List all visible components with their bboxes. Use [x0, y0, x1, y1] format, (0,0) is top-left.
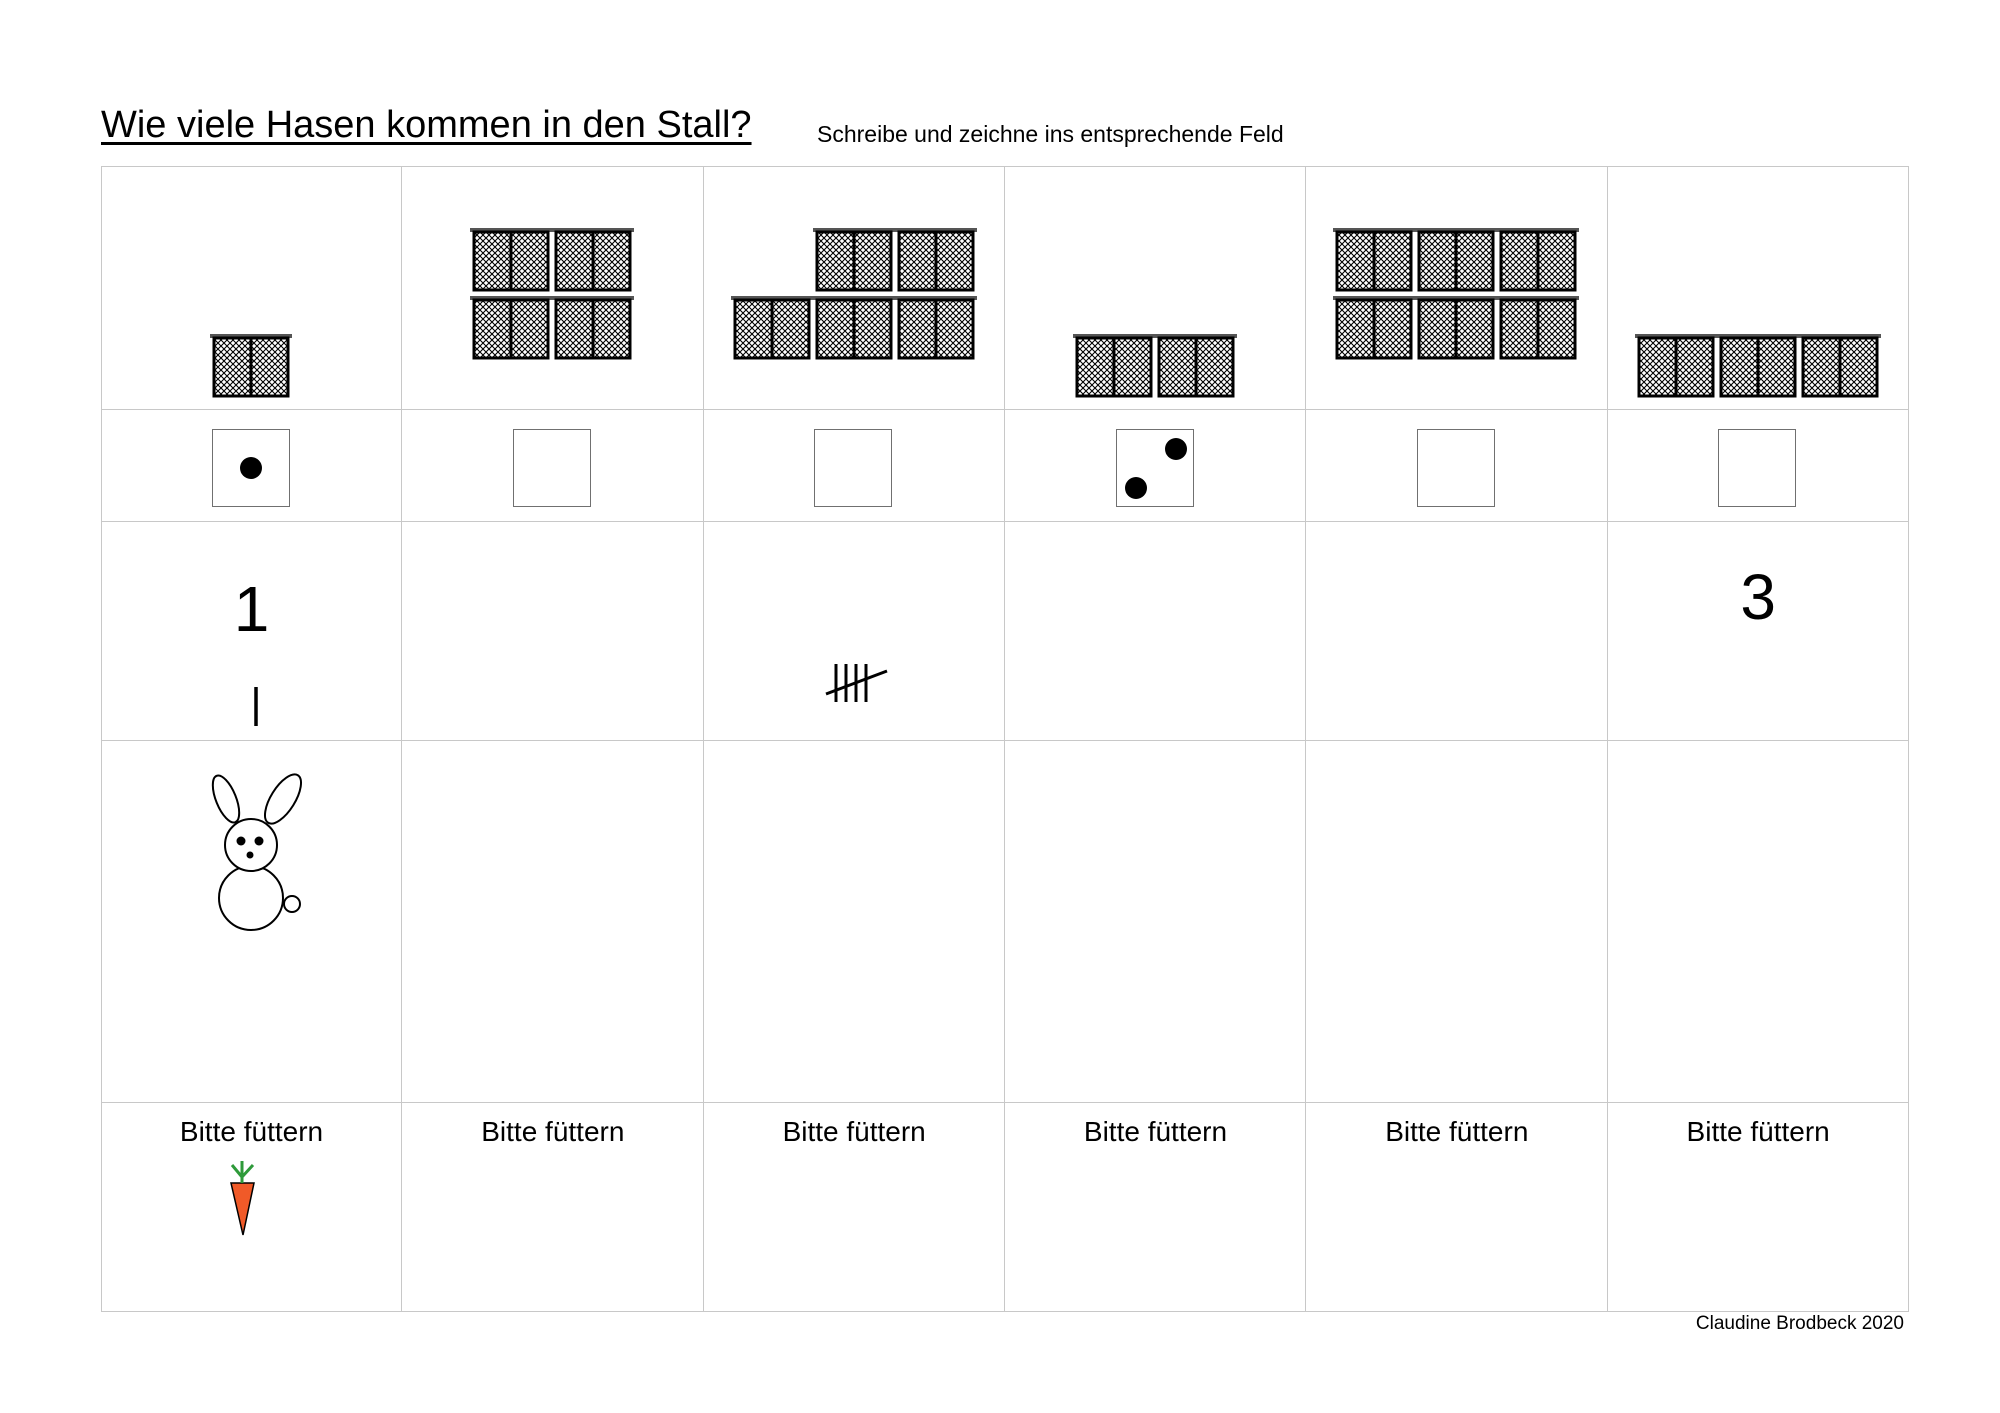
- worksheet-title: Wie viele Hasen kommen in den Stall?: [101, 104, 752, 146]
- stall-row: [731, 298, 977, 358]
- dice-pip: [1165, 438, 1187, 460]
- stall-cell-4: [1005, 166, 1306, 410]
- drawing-cell-1[interactable]: [101, 741, 402, 1103]
- stall-drawing: [704, 166, 1005, 410]
- stall-unit: [899, 232, 973, 290]
- stall-unit: [1337, 300, 1411, 358]
- stall-unit: [1721, 338, 1795, 396]
- feed-label: Bitte füttern: [1083, 1116, 1228, 1147]
- stall-unit: [474, 300, 548, 358]
- feed-label: Bitte füttern: [782, 1116, 926, 1147]
- stall-row: [1073, 336, 1237, 396]
- stall-row: [813, 230, 977, 290]
- die-cell-6[interactable]: [1608, 410, 1909, 522]
- number-cell-4[interactable]: [1005, 522, 1306, 741]
- die-cell-1[interactable]: [101, 410, 402, 522]
- stall-drawing: [402, 166, 703, 410]
- stall-drawing: [1306, 166, 1607, 410]
- stall-unit: [474, 232, 548, 290]
- dice-box[interactable]: [513, 429, 591, 507]
- stall-unit: [1159, 338, 1233, 396]
- drawing-cell-2[interactable]: [402, 741, 703, 1103]
- tally-marks: [101, 522, 402, 741]
- feed-cell-5[interactable]: [1306, 1103, 1607, 1312]
- stall-unit: [556, 300, 630, 358]
- stall-row: [210, 336, 292, 396]
- drawing-cell-6[interactable]: [1608, 741, 1909, 1103]
- dice-box[interactable]: [1718, 429, 1796, 507]
- feed-cell-6[interactable]: [1608, 1103, 1909, 1312]
- carrot-icon: [101, 1103, 402, 1312]
- dice-box[interactable]: [212, 429, 290, 507]
- stall-unit: [1077, 338, 1151, 396]
- stall-unit: [1803, 338, 1877, 396]
- die-cell-5[interactable]: [1306, 410, 1607, 522]
- stall-cell-5: [1306, 166, 1607, 410]
- stall-unit: [817, 232, 891, 290]
- stall-row: [1333, 298, 1579, 358]
- written-number: 1: [233, 573, 270, 645]
- feed-label: Bitte füttern: [481, 1116, 625, 1147]
- feed-cell-1[interactable]: [101, 1103, 402, 1312]
- stall-cell-6: [1608, 166, 1909, 410]
- number-cell-5[interactable]: [1306, 522, 1607, 741]
- stall-unit: [1501, 300, 1575, 358]
- stall-unit: [1419, 232, 1493, 290]
- number-cell-2[interactable]: [402, 522, 703, 741]
- stall-unit: [899, 300, 973, 358]
- feed-label: Bitte füttern: [1686, 1116, 1830, 1147]
- stall-row: [1635, 336, 1881, 396]
- die-cell-3[interactable]: [704, 410, 1005, 522]
- feed-label: Bitte füttern: [179, 1116, 324, 1147]
- feed-cell-3[interactable]: [704, 1103, 1005, 1312]
- stall-drawing: [1608, 166, 1909, 410]
- drawing-cell-4[interactable]: [1005, 741, 1306, 1103]
- feed-cell-2[interactable]: [402, 1103, 703, 1312]
- drawing-cell-5[interactable]: [1306, 741, 1607, 1103]
- worksheet-instruction: Schreibe und zeichne ins entsprechende Feld: [817, 121, 1284, 147]
- stall-row: [470, 230, 634, 290]
- stall-unit: [1639, 338, 1713, 396]
- dice-pip: [1125, 477, 1147, 499]
- stall-unit: [214, 338, 288, 396]
- stall-unit: [1419, 300, 1493, 358]
- feed-cell-4[interactable]: [1005, 1103, 1306, 1312]
- stall-unit: [735, 300, 809, 358]
- die-cell-4[interactable]: [1005, 410, 1306, 522]
- author-credit: Claudine Brodbeck 2020: [1695, 1313, 1904, 1334]
- stall-drawing: [101, 166, 402, 410]
- feed-label: Bitte füttern: [1385, 1116, 1529, 1147]
- written-number: 3: [1740, 561, 1776, 633]
- stall-row: [1333, 230, 1579, 290]
- tally-marks: [704, 522, 1005, 741]
- worksheet-grid: [101, 166, 1909, 1312]
- rabbit-drawing: [101, 741, 402, 1103]
- die-cell-2[interactable]: [402, 410, 703, 522]
- number-cell-6[interactable]: [1608, 522, 1909, 741]
- stall-unit: [817, 300, 891, 358]
- number-cell-1[interactable]: [101, 522, 402, 741]
- stall-unit: [1501, 232, 1575, 290]
- dice-box[interactable]: [1417, 429, 1495, 507]
- stall-drawing: [1005, 166, 1306, 410]
- dice-box[interactable]: [814, 429, 892, 507]
- stall-cell-3: [704, 166, 1005, 410]
- dice-pip: [240, 457, 262, 479]
- stall-row: [470, 298, 634, 358]
- drawing-cell-3[interactable]: [704, 741, 1005, 1103]
- stall-unit: [556, 232, 630, 290]
- number-cell-3[interactable]: [704, 522, 1005, 741]
- stall-cell-1: [101, 166, 402, 410]
- stall-unit: [1337, 232, 1411, 290]
- stall-cell-2: [402, 166, 703, 410]
- dice-box[interactable]: [1116, 429, 1194, 507]
